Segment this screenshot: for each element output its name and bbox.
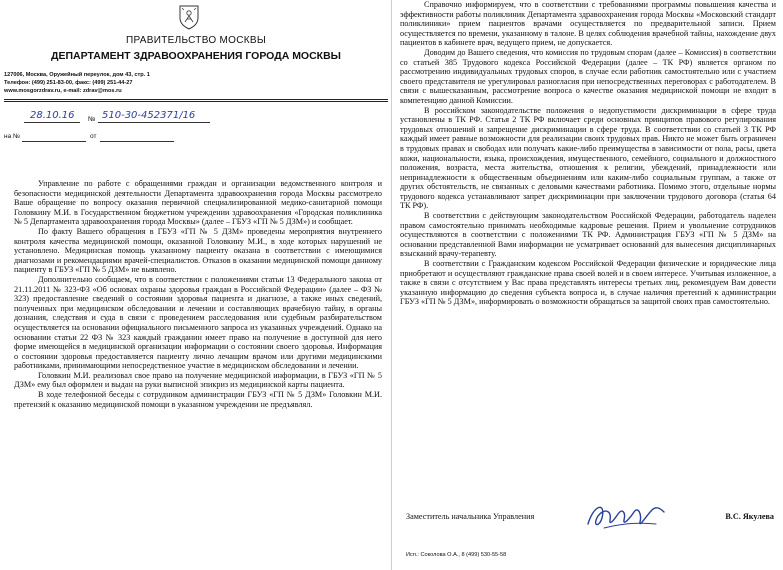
- paragraph: Доводим до Вашего сведения, что комиссия по трудовым спорам (далее – Комиссия) в соответствии со статьей 385 Трудового кодекса Российской Федерации (далее – ТК РФ) является органом по рассмотрению индивидуальных трудовых споров, в случае если работник самостоятельно или с участием своего представителя не урегулировал разногласия при непосредственных переговорах с работодателем. В связи с вышесказанным, рассмотрение вопроса о качестве оказания медицинской помощи не входит в компетенцию данной Комиссии.: [400, 47, 776, 105]
- letter-body-right: [400, 0, 776, 307]
- registration-date: 28.10.16: [30, 110, 75, 121]
- paragraph: В ходе телефонной беседы с сотрудником администрации ГБУЗ «ГП № 5 ДЗМ» Головкин М.И. претензий к оказанию медицинской помощи в указанном учреждении не предъявлял.: [14, 390, 382, 409]
- letter-body-left: [14, 179, 382, 409]
- paragraph: Справочно информируем, что в соответствии с требованиями программы повышения качества и эффективности работы поликлиник Департамента здравоохранения города Москвы «Московский стандарт поликлиники» прием пациентов врачами осуществляется по предварительной записи. Прием осуществляется по времени, указанному в талоне. В целях соблюдения врачебной тайны, нахождение двух пациентов в кабинете врач, ведущего прием, не допускается.: [400, 0, 776, 48]
- signatory-name: В.С. Якулева: [725, 512, 774, 521]
- paragraph: Дополнительно сообщаем, что в соответствии с положениями статьи 13 Федерального закона от 21.11.2011 № 323-ФЗ «Об основах охраны здоровья граждан в Российской Федерации» (далее – ФЗ № 323) предоставление сведений о состоянии здоровья пациента и диагнозе, а также иных сведений, полученных при медицинском обследовании и лечении и составляющих врачебную тайну, в органы дознания, следствия и суда в связи с проведением расследования или судебным разбирательством осуществляется на основании официального письменного запроса из указанных учреждений. Однако на основании статьи 22 ФЗ № 323 каждый гражданин имеет право на получение в доступной для него форме имеющейся в медицинской организации информации о состоянии своего здоровья. Информация о состоянии здоровья предоставляется пациенту лично лечащим врачом или другими медицинскими работниками, принимающими непосредственное участие в медицинском обследовании и лечении.: [14, 274, 382, 371]
- reply-to-label: на №: [4, 133, 20, 140]
- header-divider: [4, 99, 388, 100]
- paragraph: Управление по работе с обращениями граждан и организации ведомственного контроля и безопасности медицинской деятельности Департамента здравоохранения города Москвы рассмотрело Ваше обращение по вопросу оказания первичной специализированной медико-санитарной помощи Головкину М.И. в Государственном бюджетном учреждении здравоохранения «Городская поликлиника № 5 Департамента здравоохранения города Москвы» (далее – ГБУЗ «ГП № 5 ДЗМ») и сообщает.: [14, 179, 382, 227]
- handwritten-signature-icon: [584, 498, 668, 534]
- department-contacts: [4, 71, 384, 95]
- paragraph: В соответствии с Гражданским кодексом Российской Федерации физические и юридические лица приобретают и осуществляют гражданские права своей волей и в своем интересе. Учитывая изложенное, а также в связи с отсутствием у Вас права представлять интересы третьих лиц, рекомендуем Вам довести указанную информацию до сведения субъекта вопроса и, в случае наличия претензий к администрации ГБУЗ «ГП № 5 ДЗМ», информировать о возможности обращаться за защитой своих прав самостоятельно.: [400, 259, 776, 307]
- reg-number-label: №: [88, 116, 96, 123]
- department-title: ДЕПАРТАМЕНТ ЗДРАВООХРАНЕНИЯ ГОРОДА МОСКВЫ: [51, 50, 341, 62]
- date-underline: [24, 122, 80, 123]
- executor-line: Исп.: Соколова О.А., 8 (499) 530-55-58: [406, 552, 507, 558]
- address-line: 127006, Москва, Оружейный переулок, дом 43, стр. 1: [4, 72, 150, 78]
- header-divider-thin: [4, 101, 388, 102]
- paragraph: Головкин М.И. реализовал свое право на получение медицинской информации, в ГБУЗ «ГП № 5 ДЗМ» ему был оформлен и выдан на руки выписной эпикриз из медицинской карты пациента.: [14, 370, 382, 390]
- government-title: ПРАВИТЕЛЬСТВО МОСКВЫ: [126, 35, 266, 46]
- reply-date-label: от: [90, 133, 97, 140]
- registration-number: 510-30-452371/16: [102, 110, 196, 121]
- paragraph: По факту Вашего обращения в ГБУЗ «ГП № 5 ДЗМ» проведены мероприятия внутреннего контроля качества медицинской помощи, оказанной Головкину М.И., в ходе которых нарушений не установлено. Медицинская помощь указанному пациенту оказана в соответствии с имеющимися диагнозами и рекомендациями врачей-специалистов. Отказов в оказании медицинской помощи данному пациенту в ГБУЗ «ГП № 5 ДЗМ» не выявлено.: [14, 226, 382, 275]
- letter-page-2: [392, 0, 783, 570]
- paragraph: В российском законодательстве положения о недопустимости дискриминации в сфере труда установлены в ТК РФ. Статья 2 ТК РФ включает среди основных принципов правового регулирования трудовых отношений и запрещение дискриминации в сфере труда. В соответствии со статьей 3 ТК РФ каждый имеет равные возможности для реализации своих трудовых прав. Никто не может быть ограничен в трудовых правах и свободах или получать какие-либо преимущества в зависимости от пола, расы, цвета кожи, национальности, языка, происхождения, имущественного, семейного, социального и должностного положения, возраста, места жительства, отношения к религии, убеждений, принадлежности или непринадлежности к общественным объединениям или каким-либо социальным группам, а также от других обстоятельств, не связанных с деловыми качествами работника. Помимо этого, отдельные нормы трудового кодекса устанавливают запрет дискриминации при заключении трудового договора (статья 64 ТК РФ).: [400, 105, 776, 211]
- moscow-coat-of-arms-icon: [178, 4, 200, 30]
- signatory-title: Заместитель начальника Управления: [406, 512, 535, 521]
- paragraph: В соответствии с действующим законодательством Российской Федерации, работодатель наделен правом самостоятельно принимать необходимые кадровые решения. Прием и увольнение сотрудников осуществляются в соответствии с положениями ТК РФ. Администрация ГБУЗ «ГП № 5 ДЗМ» на основании представленной Вами информации не усматривает оснований для вынесения дисциплинарных взысканий врачу-терапевту.: [400, 211, 776, 259]
- reply-date-line: [100, 141, 174, 142]
- reply-number-line: [22, 141, 86, 142]
- web-line: www.mosgorzdrav.ru, e-mail: zdrav@mos.ru: [4, 88, 122, 94]
- phone-line: Телефон: (499) 251-83-00, факс: (499) 251-44-27: [4, 80, 133, 86]
- number-underline: [98, 122, 210, 123]
